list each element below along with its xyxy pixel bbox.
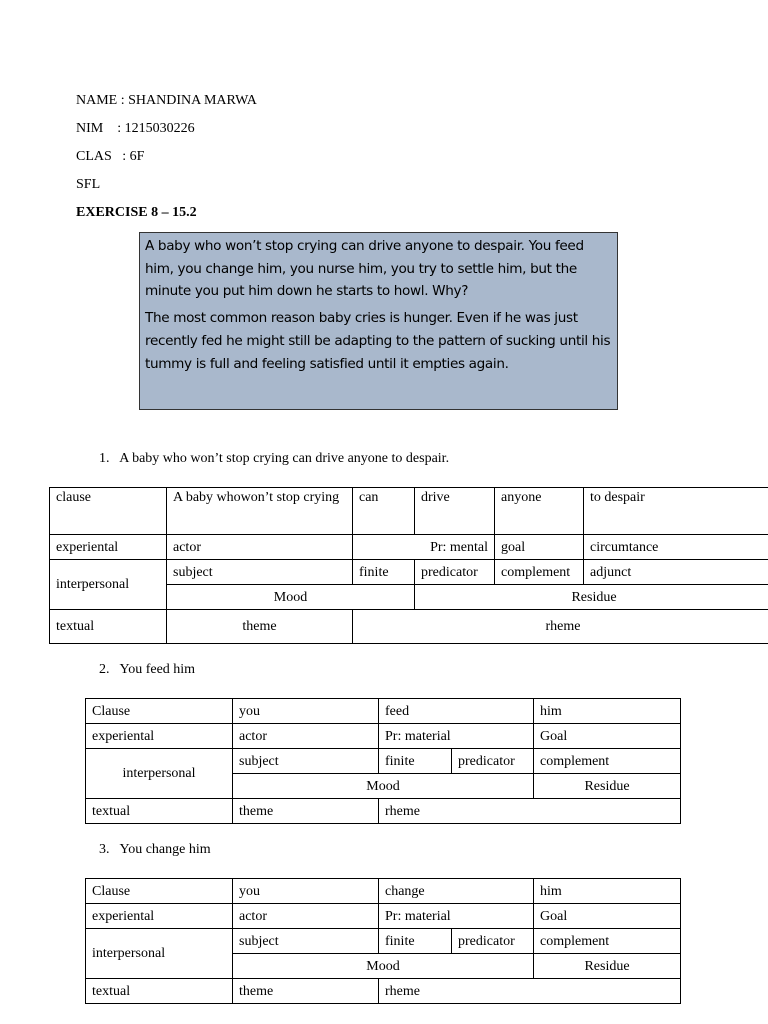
row-label: textual [86,799,233,824]
table-cell: complement [534,749,681,774]
experiental-row [50,535,768,560]
table-cell: Pr: material [379,724,534,749]
table-cell: Pr: mental [353,535,495,560]
item-3-heading: 3. You change him [99,842,211,857]
item-2-heading: 2. You feed him [99,662,196,677]
experiental-row [86,904,681,929]
table-cell: subject [233,929,379,954]
analysis-table-2 [85,698,681,824]
exercise-title: EXERCISE 8 – 15.2 [76,205,197,220]
student-nim: NIM : 1215030226 [76,121,195,136]
interpersonal-row [86,749,681,774]
row-label: clause [50,488,167,535]
table-cell: actor [233,904,379,929]
clause-row [86,879,681,904]
experiental-row [86,724,681,749]
row-label: textual [86,979,233,1004]
clause-row [50,488,768,535]
table-cell: change [379,879,534,904]
theme-cell: theme [233,979,379,1004]
table-cell: predicator [452,929,534,954]
table-cell: complement [495,560,584,585]
row-label: experiental [50,535,167,560]
rheme-cell: rheme [379,799,681,824]
row-label: interpersonal [50,560,167,610]
residue-cell: Residue [534,954,681,979]
table-cell: you [233,699,379,724]
table-cell: actor [167,535,353,560]
student-name: NAME : SHANDINA MARWA [76,93,257,108]
table-cell: finite [379,929,452,954]
table-cell: feed [379,699,534,724]
table-cell: Goal [534,724,681,749]
table-cell: subject [167,560,353,585]
course-subject: SFL [76,177,101,192]
rheme-cell: rheme [379,979,681,1004]
item-1-heading: 1. A baby who won’t stop crying can drive anyone to despair. [99,451,450,466]
textual-row [86,979,681,1004]
passage-box [139,232,618,410]
table-cell: complement [534,929,681,954]
table-cell: subject [233,749,379,774]
table-cell: to despair [584,488,768,535]
interpersonal-row [50,560,768,585]
theme-cell: theme [233,799,379,824]
table-cell: drive [415,488,495,535]
table-cell: goal [495,535,584,560]
table-cell: Pr: material [379,904,534,929]
textual-row [86,799,681,824]
passage-paragraph-1: A baby who won’t stop crying can drive anyone to despair. You feed him, you change him, you nurse him, you try to settle him, but the minute you put him down he starts to howl. Why? [145,238,584,300]
analysis-table-1 [49,487,768,644]
table-cell: A baby whowon’t stop crying [167,488,353,535]
student-class: CLAS : 6F [76,149,145,164]
analysis-table-3 [85,878,681,1004]
passage-paragraph-2: The most common reason baby cries is hunger. Even if he was just recently fed he might still be adapting to the pattern of sucking until his tummy is full and feeling satisfied until it empties again. [145,310,611,372]
table-cell: actor [233,724,379,749]
row-label: textual [50,610,167,644]
mood-cell: Mood [233,774,534,799]
table-cell: Goal [534,904,681,929]
table-cell: finite [379,749,452,774]
table-cell: adjunct [584,560,768,585]
residue-cell: Residue [534,774,681,799]
row-label: interpersonal [86,749,233,799]
table-cell: can [353,488,415,535]
residue-cell: Residue [415,585,768,610]
mood-cell: Mood [167,585,415,610]
table-cell: predicator [452,749,534,774]
mood-cell: Mood [233,954,534,979]
table-cell: predicator [415,560,495,585]
theme-cell: theme [167,610,353,644]
table-cell: him [534,699,681,724]
table-cell: finite [353,560,415,585]
rheme-cell: rheme [353,610,768,644]
table-cell: him [534,879,681,904]
table-cell: circumtance [584,535,768,560]
clause-row [86,699,681,724]
row-label: experiental [86,904,233,929]
row-label: experiental [86,724,233,749]
interpersonal-row [86,929,681,954]
table-cell: you [233,879,379,904]
table-cell: anyone [495,488,584,535]
row-label: Clause [86,879,233,904]
textual-row [50,610,768,644]
row-label: interpersonal [86,929,233,979]
row-label: Clause [86,699,233,724]
